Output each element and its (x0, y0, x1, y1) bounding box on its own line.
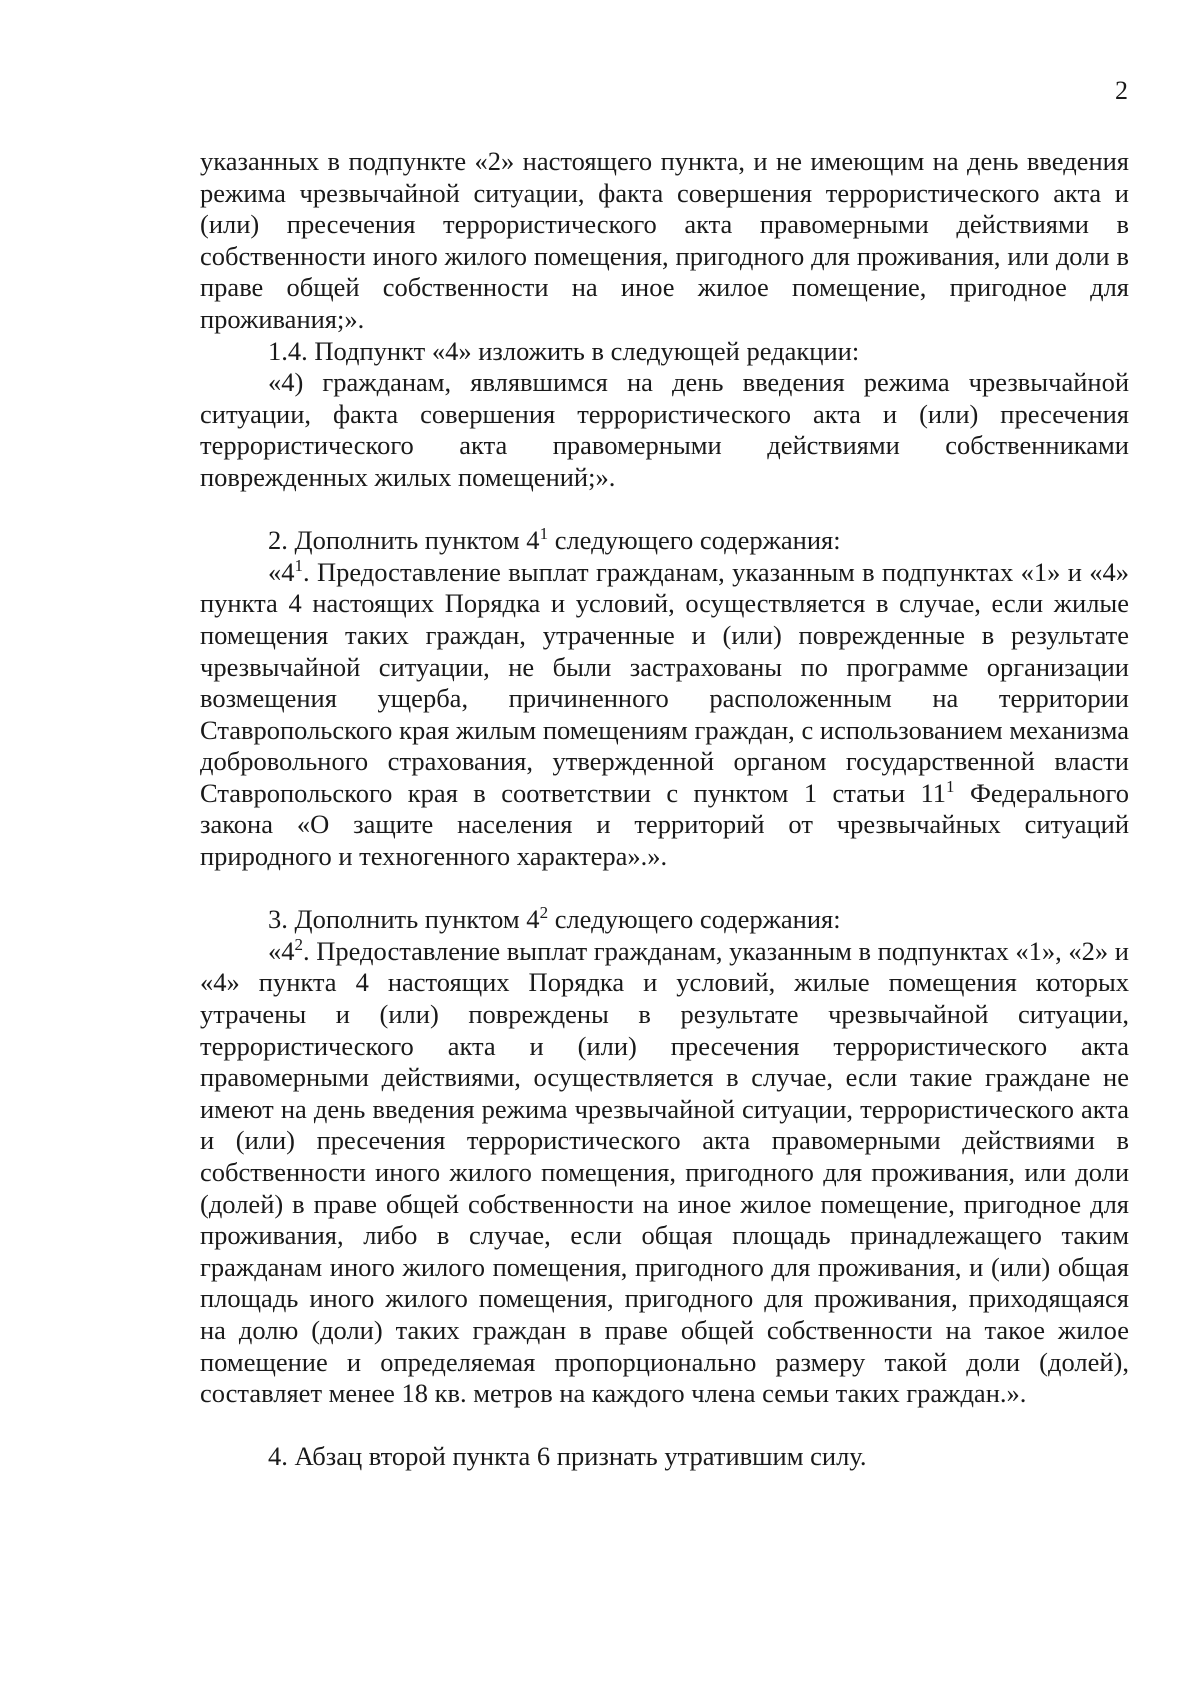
clause-4-1-superscript: 1 (294, 555, 303, 575)
item-2-text-end: следующего содержания: (548, 525, 841, 556)
document-body (200, 146, 1129, 1473)
paragraph-clause-4-2 (200, 936, 1129, 1410)
paragraph-continuation: указанных в подпункте «2» настоящего пункта, и не имеющим на день введения режима чрезвычайной ситуации, факта совершения террористического акта и (или) пресечения террористического акта правомерными действиями в собственности иного жилого помещения, пригодного для проживания, или доли в праве общей собственности на иное жилое помещение, пригодное для проживания;». (200, 146, 1129, 334)
article-11-1-superscript: 1 (946, 777, 955, 797)
clause-4-2-text: . Предоставление выплат гражданам, указанным в подпунктах «1», «2» и «4» пункта 4 настоящих Порядка и условий, жилые помещения которых утрачены и (или) повреждены в результате чрезвычайной ситуации, террористического акта и (или) пресечения террористического акта правомерными действиями, осуществляется в случае, если такие граждане не имеют на день введения режима чрезвычайной ситуации, террористического акта и (или) пресечения террористического акта правомерными действиями в собственности иного жилого помещения, пригодного для проживания, или доли (долей) в праве общей собственности на иное жилое помещение, пригодное для проживания, либо в случае, если общая площадь принадлежащего таким гражданам иного жилого помещения, пригодного для проживания, и (или) общая площадь иного жилого помещения, пригодного для проживания, приходящаяся на долю (доли) таких граждан в праве общей собственности на такое жилое помещение и определяемая пропорционально размеру такой доли (долей), составляет менее 18 кв. метров на каждого члена семьи таких граждан.». (200, 935, 1129, 1409)
clause-4-2-superscript: 2 (294, 935, 303, 955)
paragraph-clause-4-1 (200, 557, 1129, 873)
item-3-superscript: 2 (539, 903, 549, 923)
item-2-text: 2. Дополнить пунктом 4 (268, 525, 540, 556)
item-3-text-end: следующего содержания: (548, 904, 841, 935)
clause-4-1-open: «4 (268, 556, 295, 587)
clause-4-1-text-end: Федерального закона «О защите населения и территорий от чрезвычайных ситуаций природного и техногенного характера».». (200, 777, 1129, 872)
paragraph-item-4: 4. Абзац второй пункта 6 признать утратившим силу. (268, 1441, 867, 1472)
paragraph-item-3 (200, 904, 1129, 936)
clause-4-2-open: «4 (268, 935, 295, 966)
item-2-superscript: 1 (539, 524, 549, 544)
item-3-text: 3. Дополнить пунктом 4 (268, 904, 540, 935)
clause-4-1-text: . Предоставление выплат гражданам, указанным в подпунктах «1» и «4» пункта 4 настоящих Порядка и условий, осуществляется в случае, если жилые помещения таких граждан, утраченные и (или) поврежденные в результате чрезвычайной ситуации, не были застрахованы по программе организации возмещения ущерба, причиненного расположенным на территории Ставропольского края жилым помещениям граждан, с использованием механизма добровольного страхования, утвержденной органом государственной власти Ставропольского края в соответствии с пунктом 1 статьи 11 (200, 556, 1129, 808)
paragraph-item-2 (200, 525, 1129, 557)
paragraph-subitem-4-text: «4) гражданам, являвшимся на день введения режима чрезвычайной ситуации, факта совершения террористического акта и (или) пресечения террористического акта правомерными действиями собственниками поврежденных жилых помещений;». (200, 367, 1129, 492)
paragraph-1-4-heading: 1.4. Подпункт «4» изложить в следующей редакции: (268, 335, 860, 366)
page-number: 2 (1115, 76, 1128, 105)
